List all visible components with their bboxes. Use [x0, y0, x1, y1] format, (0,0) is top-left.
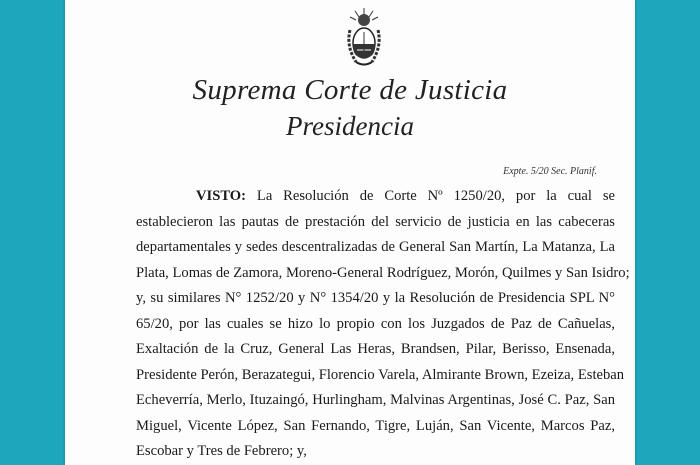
body-line: departamentales y sedes descentralizadas de General San Martín, La Matanza, La [136, 239, 615, 255]
body-line: establecieron las pautas de prestación del servicio de justicia en las cabeceras [136, 213, 615, 230]
body-line: Miguel, Vicente López, San Fernando, Tigre, Luján, San Vicente, Marcos Paz, [136, 417, 615, 434]
court-title: Suprema Corte de Justicia [192, 74, 508, 106]
body-line: 65/20, por las cuales se hizo lo propio con los Juzgados de Paz de Cañuelas, [136, 315, 615, 332]
body-line: Exaltación de la Cruz, General Las Heras, Brandsen, Pilar, Berisso, Ensenada, [136, 341, 615, 357]
document-page [65, 0, 635, 465]
body-line: y, su similares N° 1252/20 y N° 1354/20 y la Resolución de Presidencia SPL N° [136, 290, 615, 306]
presidency-subtitle: Presidencia [286, 111, 414, 141]
body-line: VISTO: La Resolución de Corte Nº 1250/20, por la cual se [196, 188, 615, 204]
visto-label: VISTO: [196, 188, 247, 204]
body-line: Plata, Lomas de Zamora, Moreno-General Rodríguez, Morón, Quilmes y San Isidro; [136, 264, 630, 281]
document-body [136, 184, 630, 465]
body-line: Echeverría, Merlo, Ituzaingó, Hurlingham, Malvinas Argentinas, José C. Paz, San [136, 392, 615, 408]
body-line: Presidente Perón, Berazategui, Florencio Varela, Almirante Brown, Ezeiza, Esteban [136, 366, 625, 383]
expediente-reference: Expte. 5/20 Sec. Planif. [503, 166, 597, 177]
coat-of-arms-seal-icon [344, 6, 384, 68]
body-line: Escobar y Tres de Febrero; y, [136, 443, 307, 459]
